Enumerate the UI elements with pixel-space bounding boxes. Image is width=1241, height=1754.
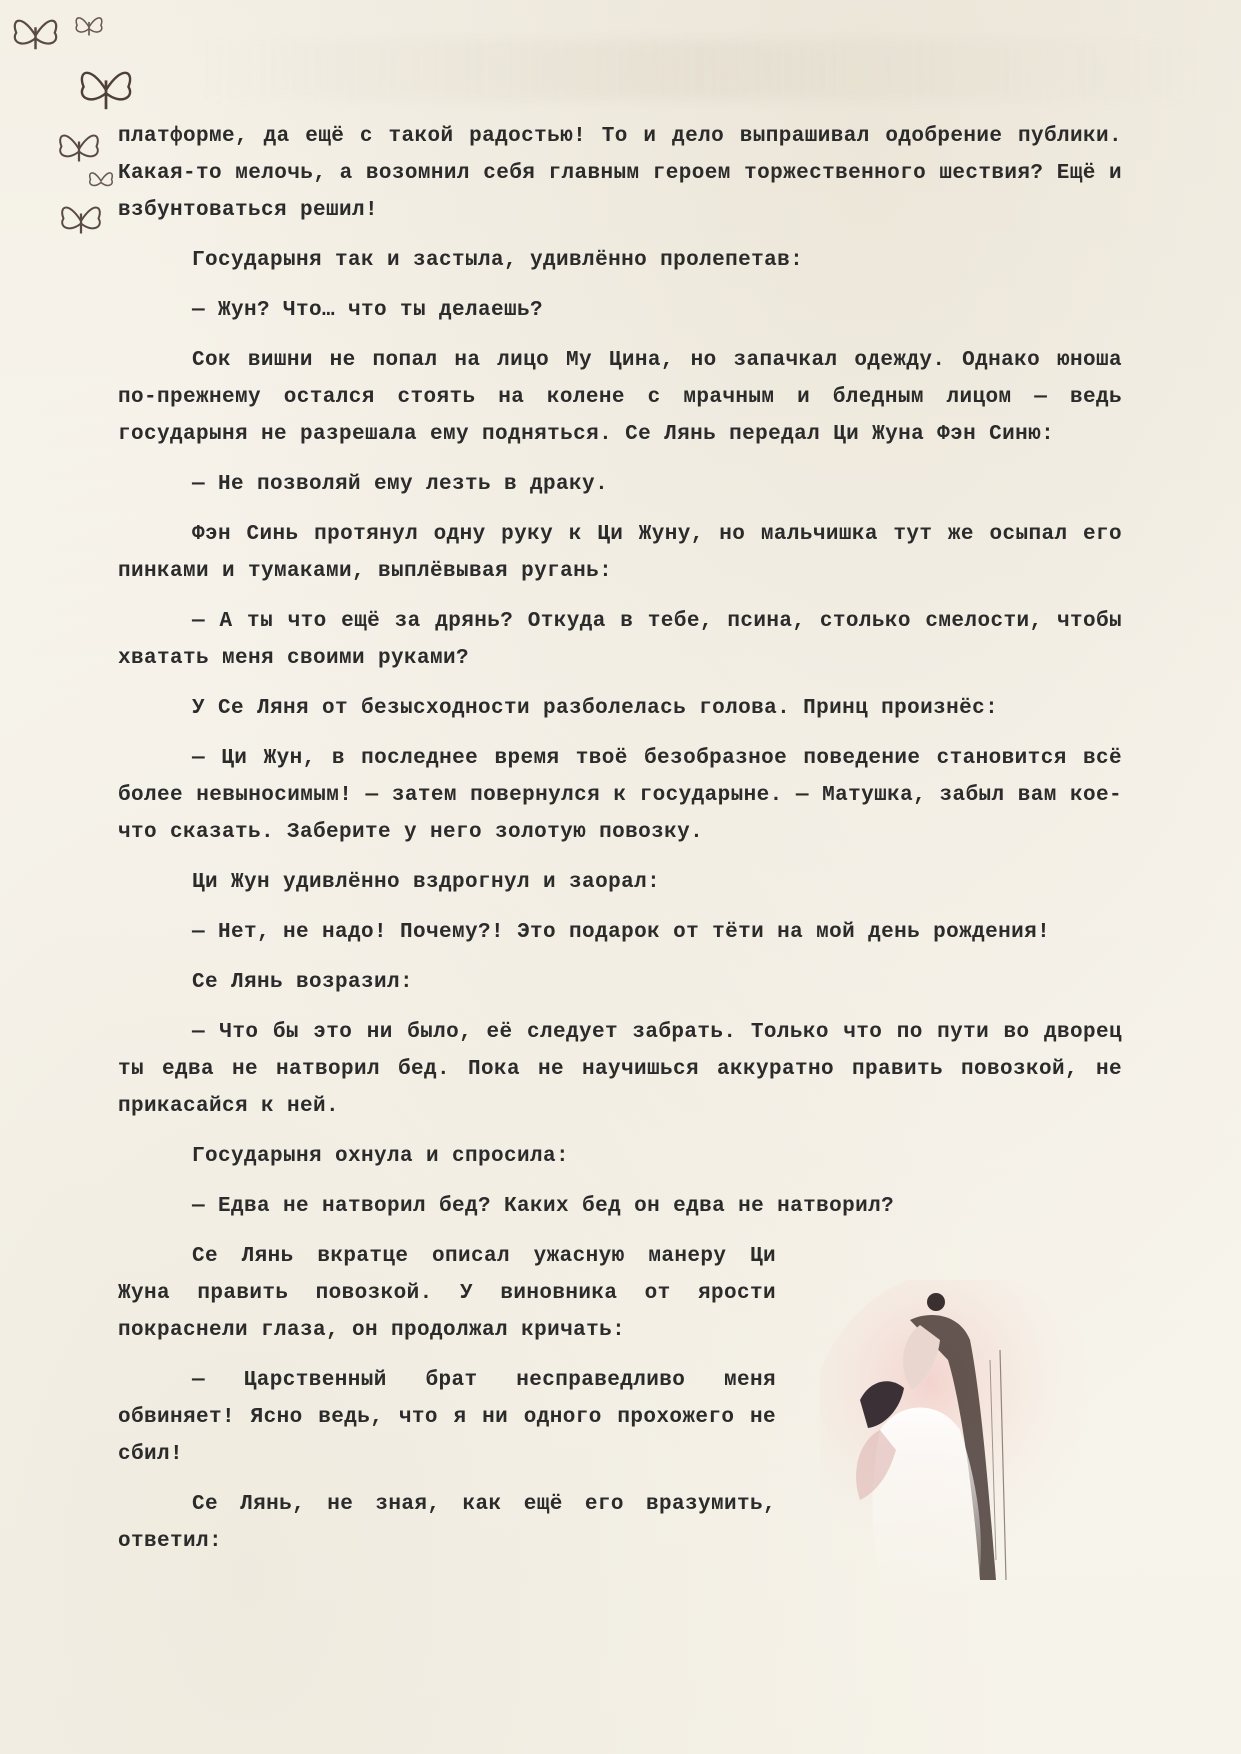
paragraph: — Ци Жун, в последнее время твоё безобразное поведение становится всё более невыносимым! — затем повернулся к государыне. — Матушка, забыл вам кое-что сказать. Заберите у него золотую повозку. bbox=[118, 747, 1122, 844]
paragraph: Фэн Синь протянул одну руку к Ци Жуну, но мальчишка тут же осыпал его пинками и тумаками, выплёвывая ругань: bbox=[118, 523, 1122, 583]
paragraph: У Се Ляня от безысходности разболелась голова. Принц произнёс: bbox=[192, 697, 999, 720]
paragraph: — Не позволяй ему лезть в драку. bbox=[192, 473, 609, 496]
butterfly-icon bbox=[72, 58, 140, 122]
paragraph: Се Лянь вкратце описал ужасную манеру Ци Жуна править повозкой. У виновника от ярости покраснели глаза, он продолжал кричать: bbox=[118, 1245, 776, 1342]
paragraph: — Нет, не надо! Почему?! Это подарок от тёти на мой день рождения! bbox=[192, 921, 1051, 944]
paragraph: — Что бы это ни было, её следует забрать. Только что по пути во дворец ты едва не натворил бед. Пока не научишься аккуратно править повозкой, не прикасайся к ней. bbox=[118, 1021, 1122, 1118]
butterfly-icon bbox=[8, 8, 63, 63]
paragraph: — А ты что ещё за дрянь? Откуда в тебе, псина, столько смелости, чтобы хватать меня своими руками? bbox=[118, 610, 1122, 670]
decorative-band bbox=[200, 40, 1200, 100]
paragraph: Государыня так и застыла, удивлённо пролепетав: bbox=[192, 249, 804, 272]
paragraph: — Царственный брат несправедливо меня обвиняет! Ясно ведь, что я ни одного прохожего не сбил! bbox=[118, 1369, 776, 1466]
paragraph: Ци Жун удивлённо вздрогнул и заорал: bbox=[192, 871, 661, 894]
paragraph: Се Лянь возразил: bbox=[192, 971, 414, 994]
paragraph: Се Лянь, не зная, как ещё его вразумить, ответил: bbox=[118, 1493, 776, 1553]
paragraph: Сок вишни не попал на лицо Му Цина, но запачкал одежду. Однако юноша по-прежнему остался стоять на колене с мрачным и бледным лицом — ведь государыня не разрешала ему подняться. Се Лянь передал Ци Жуна Фэн Синю: bbox=[118, 349, 1122, 446]
character-illustration bbox=[820, 1280, 1140, 1640]
butterfly-icon bbox=[72, 10, 106, 44]
paragraph: — Едва не натворил бед? Каких бед он едва не натворил? bbox=[192, 1195, 895, 1218]
paragraph: платформе, да ещё с такой радостью! То и дело выпрашивал одобрение публики. Какая-то мелочь, а возомнил себя главным героем торжественного шествия? Ещё и взбунтоваться решил! bbox=[118, 125, 1122, 222]
butterfly-icon bbox=[86, 166, 116, 196]
butterfly-icon bbox=[56, 196, 106, 246]
paragraph: Государыня охнула и спросила: bbox=[192, 1145, 570, 1168]
paragraph: — Жун? Что… что ты делаешь? bbox=[192, 299, 544, 322]
